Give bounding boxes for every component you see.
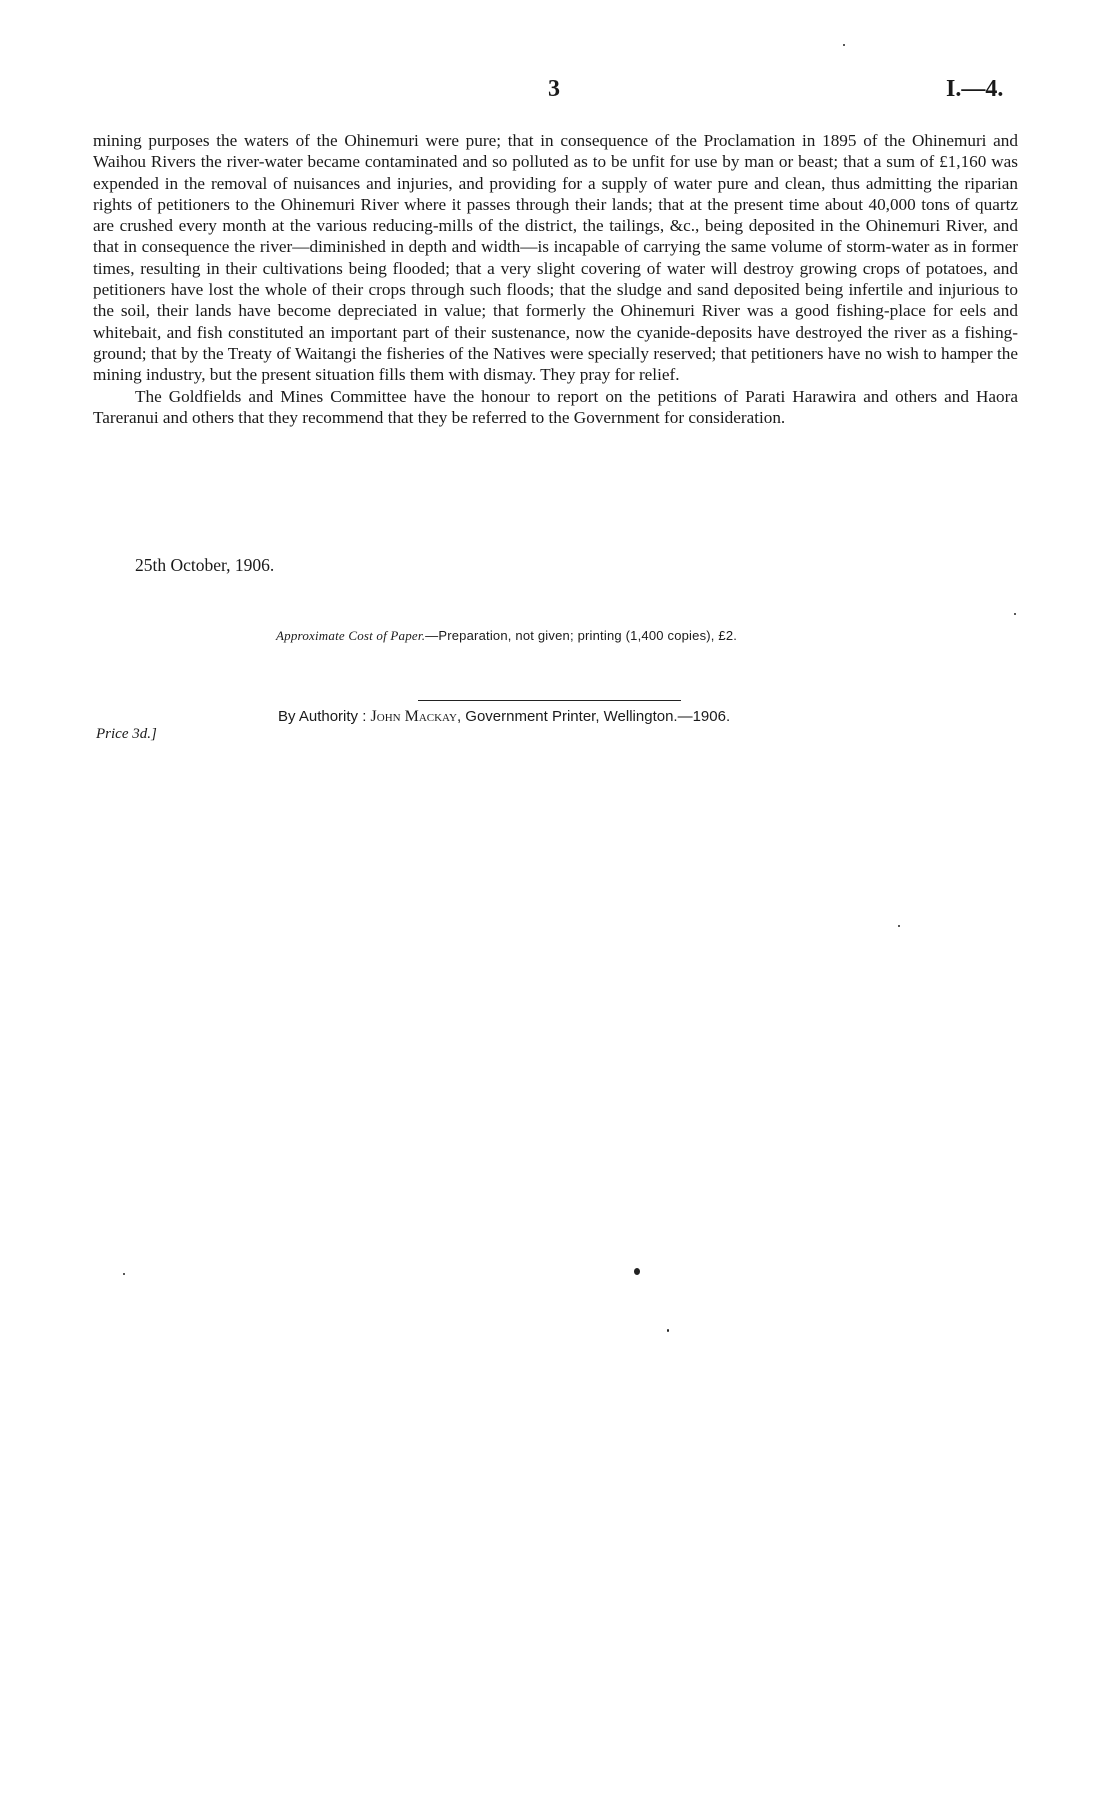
body-text — [93, 130, 1018, 428]
scan-speck — [667, 1329, 669, 1332]
cost-label: Approximate Cost of Paper. — [276, 628, 426, 643]
authority-line — [278, 708, 730, 726]
committee-report-paragraph: The Goldfields and Mines Committee have the honour to report on the petitions of Parati Harawira and others and Haora Tareranui and others that they recommend that they be referred to the Government for consideration. — [93, 386, 1018, 427]
page-number: 3 — [548, 76, 560, 102]
cost-detail: —Preparation, not given; printing (1,400 copies), £2. — [425, 628, 738, 643]
scan-speck — [634, 1268, 640, 1275]
authority-suffix: , Government Printer, Wellington.—1906. — [456, 708, 731, 725]
scan-speck — [843, 44, 845, 46]
document-reference: I.—4. — [946, 76, 1004, 102]
scan-speck — [898, 925, 900, 927]
petition-paragraph: mining purposes the waters of the Ohinemuri were pure; that in consequence of the Proclamation in 1895 of the Ohinemuri and Waihou Rivers the river-water became contaminated and so polluted as to be unfit for use by man or beast; that a sum of £1,160 was expended in the removal of nuisances and injuries, and providing for a supply of water pure and clean, thus admitting the riparian rights of petitioners to the Ohinemuri River where it passes through their lands; that at the present time about 40,000 tons of quartz are crushed every month at the various reducing-mills of the district, the tailings, &c., being deposited in the Ohinemuri River, and that in consequence the river—diminished in depth and width—is incapable of carrying the same volume of storm-water as in former times, resulting in their cultivations being flooded; that a very slight covering of water will destroy growing crops of potatoes, and petitioners have lost the whole of their crops through such floods; that the sludge and sand deposited being infertile and injurious to the soil, their lands have become depreciated in value; that formerly the Ohinemuri River was a good fishing-place for eels and whitebait, and fish constituted an important part of their sustenance, now the cyanide-deposits have destroyed the river as a fishing-ground; that by the Treaty of Waitangi the fisheries of the Natives were specially reserved; that petitioners have no wish to hamper the mining industry, but the present situation fills them with dismay. They pray for relief. — [93, 131, 1018, 385]
scan-speck — [123, 1273, 125, 1275]
cost-note — [276, 628, 737, 644]
report-date: 25th October, 1906. — [135, 555, 275, 575]
divider-rule — [418, 700, 681, 701]
scan-speck — [1014, 613, 1016, 615]
price-label: Price 3d.] — [96, 726, 157, 742]
printer-name: John Mackay — [370, 708, 457, 725]
authority-prefix: By Authority : — [278, 708, 371, 725]
